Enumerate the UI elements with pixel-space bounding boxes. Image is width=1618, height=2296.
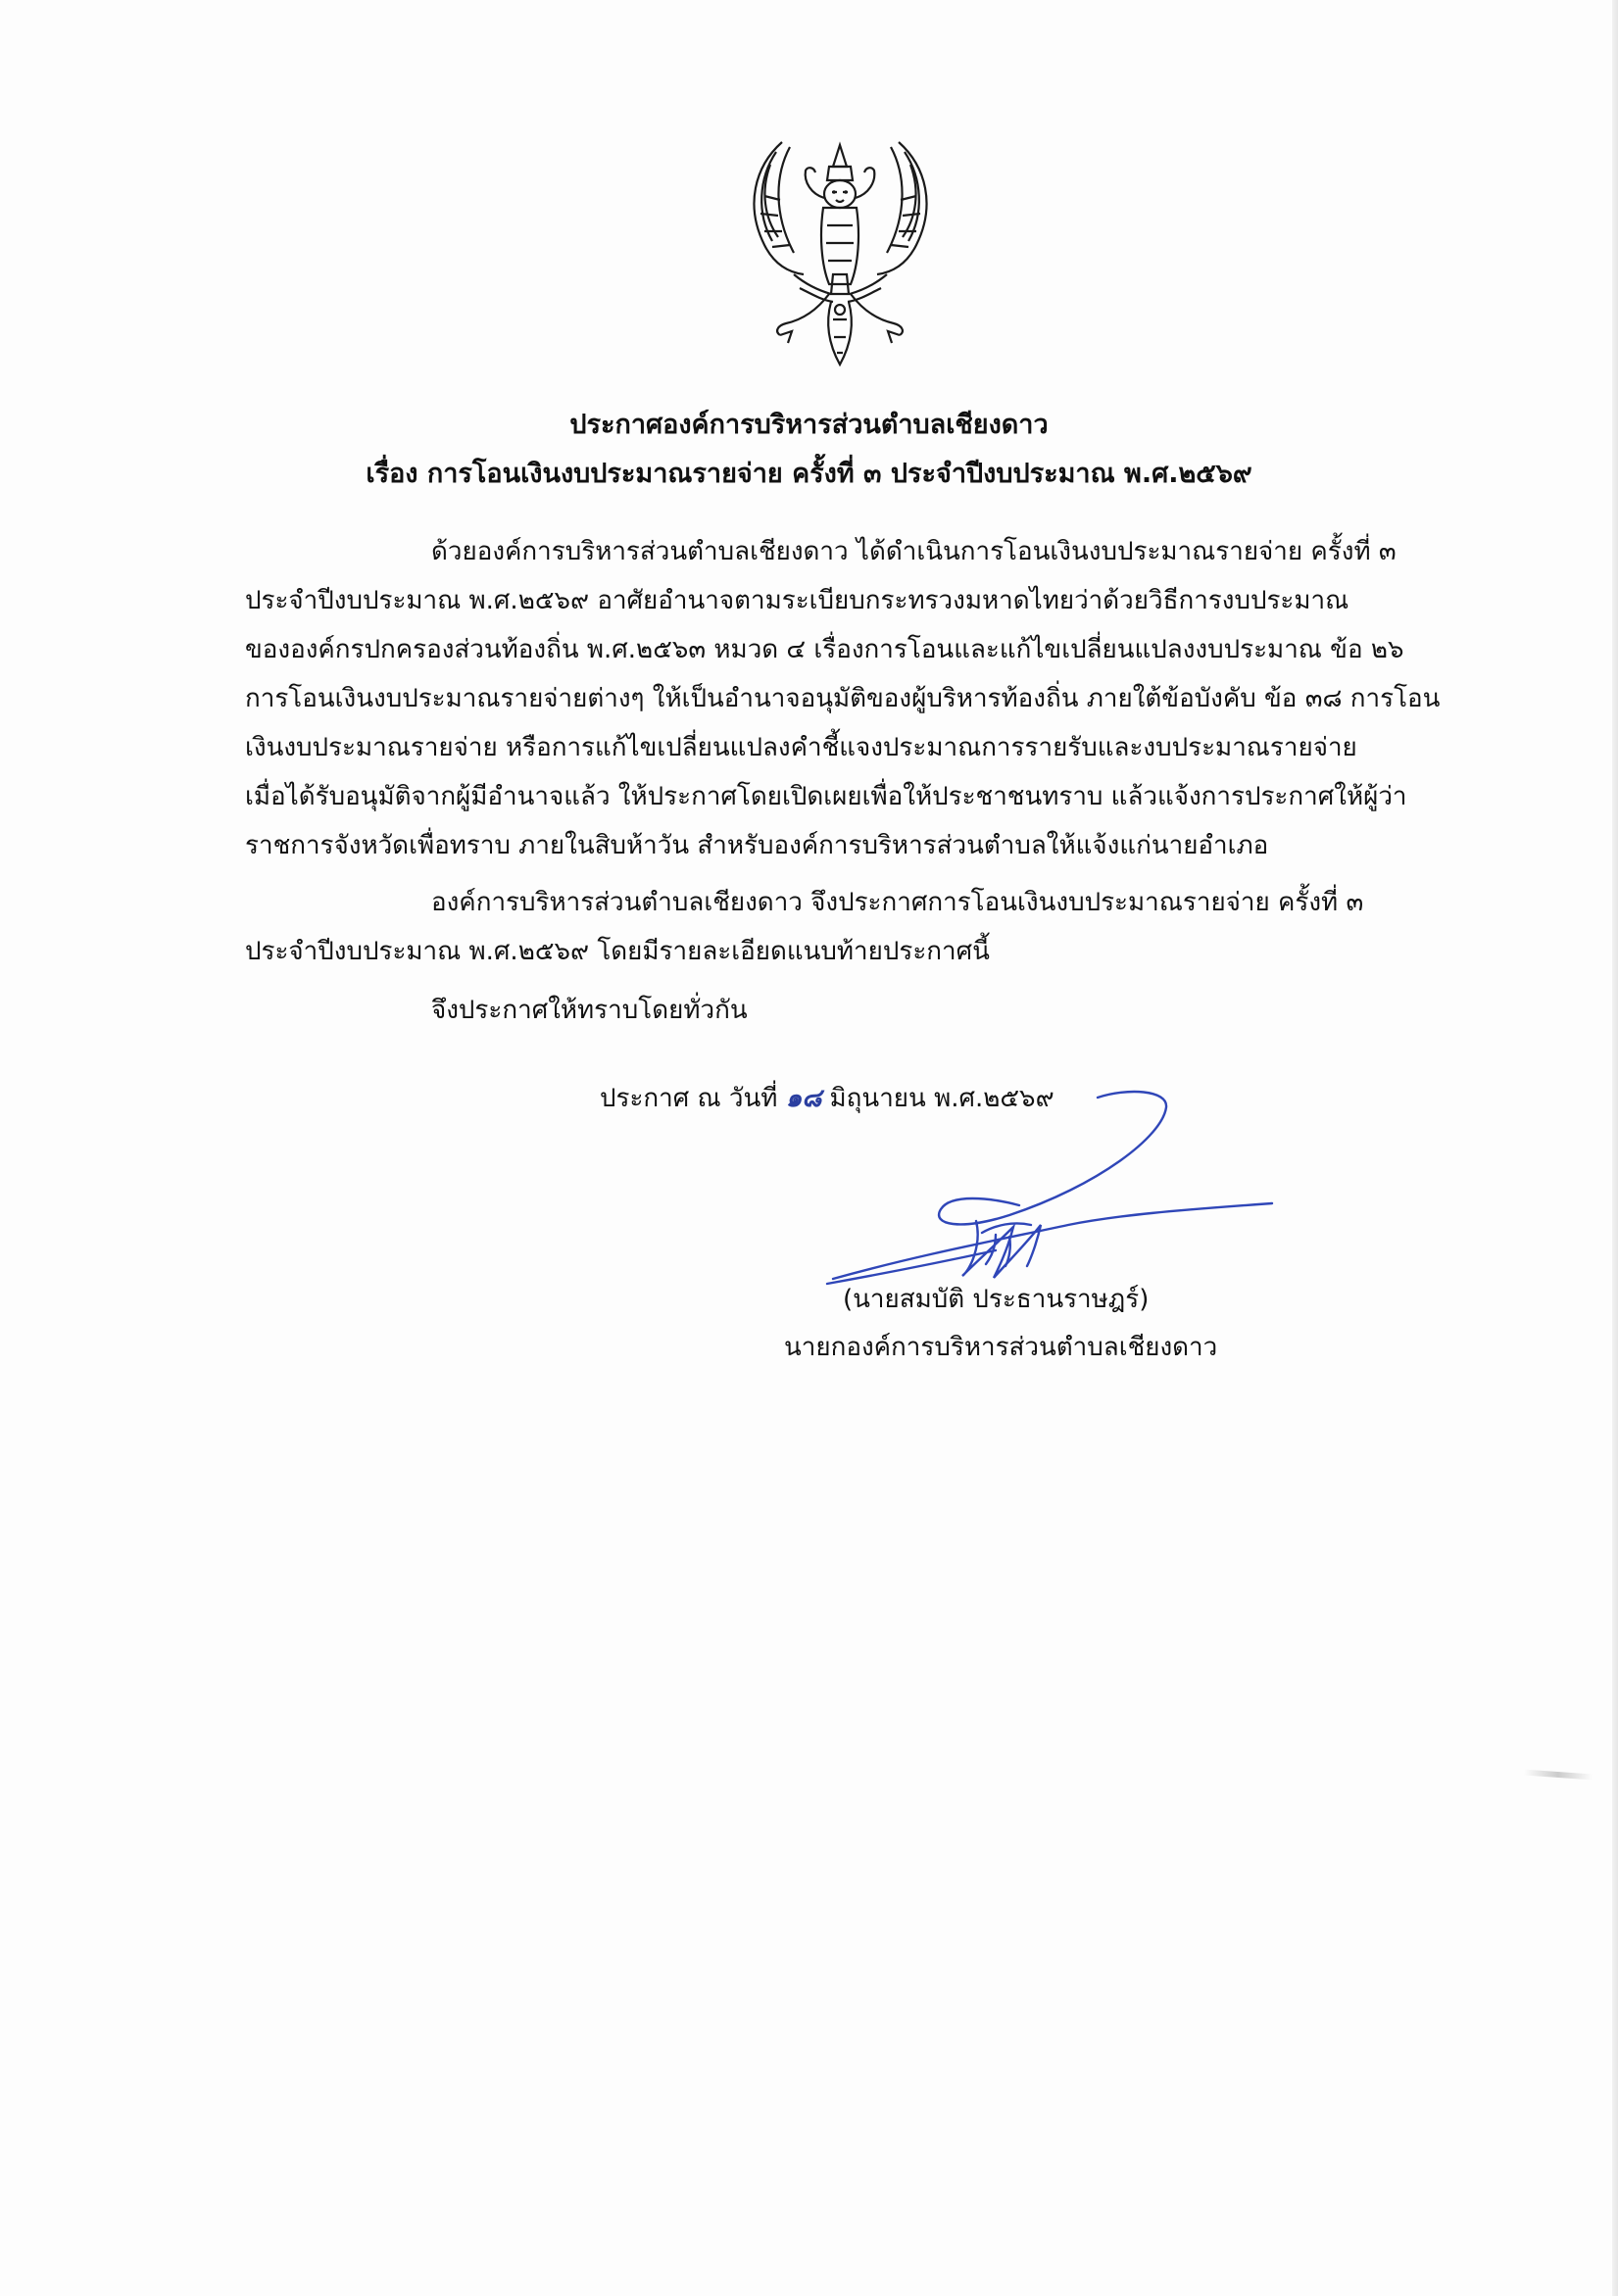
paragraph-1-line-7: ราชการจังหวัดเพื่อทราบ ภายในสิบห้าวัน สำหรับองค์การบริหารส่วนตำบลให้แจ้งแก่นายอำเภอ bbox=[245, 831, 1269, 860]
paragraph-1-line-6: เมื่อได้รับอนุมัติจากผู้มีอำนาจแล้ว ให้ประกาศโดยเปิดเผยเพื่อให้ประชาชนทราบ แล้วแจ้งการประกาศให้ผู้ว่า bbox=[245, 782, 1407, 811]
announcement-subject: เรื่อง การโอนเงินงบประมาณรายจ่าย ครั้งที่ ๓ ประจำปีงบประมาณ พ.ศ.๒๕๖๙ bbox=[366, 459, 1252, 489]
garuda-emblem-icon bbox=[735, 137, 946, 372]
announcement-title: ประกาศองค์การบริหารส่วนตำบลเชียงดาว bbox=[569, 410, 1049, 440]
paragraph-1-line-3: ขององค์กรปกครองส่วนท้องถิ่น พ.ศ.๒๕๖๓ หมวด ๔ เรื่องการโอนและแก้ไขเปลี่ยนแปลงงบประมาณ ข้อ ๒๖ bbox=[245, 635, 1404, 664]
date-day: ๑๘ bbox=[785, 1084, 822, 1113]
paragraph-2-line-1: องค์การบริหารส่วนตำบลเชียงดาว จึงประกาศการโอนเงินงบประมาณรายจ่าย ครั้งที่ ๓ bbox=[431, 888, 1364, 917]
handwritten-signature-icon bbox=[804, 1078, 1274, 1303]
paragraph-2-line-2: ประจำปีงบประมาณ พ.ศ.๒๕๖๙ โดยมีรายละเอียดแนบท้ายประกาศนี้ bbox=[245, 937, 990, 966]
page-edge-shadow bbox=[1612, 0, 1618, 2296]
closing-line: จึงประกาศให้ทราบโดยทั่วกัน bbox=[431, 996, 748, 1025]
date-month-year: มิถุนายน พ.ศ.๒๕๖๙ bbox=[829, 1084, 1054, 1113]
date-prefix: ประกาศ ณ วันที่ bbox=[600, 1084, 778, 1113]
paragraph-1-line-5: เงินงบประมาณรายจ่าย หรือการแก้ไขเปลี่ยนแปลงคำชี้แจงประมาณการรายรับและงบประมาณรายจ่าย bbox=[245, 733, 1357, 762]
paragraph-1-line-2: ประจำปีงบประมาณ พ.ศ.๒๕๖๙ อาศัยอำนาจตามระเบียบกระทรวงมหาดไทยว่าด้วยวิธีการงบประมาณ bbox=[245, 586, 1349, 615]
signer-title: นายกองค์การบริหารส่วนตำบลเชียงดาว bbox=[784, 1333, 1218, 1362]
paragraph-1-line-4: การโอนเงินงบประมาณรายจ่ายต่างๆ ให้เป็นอำนาจอนุมัติของผู้บริหารท้องถิ่น ภายใต้ข้อบังคับ ข้อ ๓๘ การโอน bbox=[245, 684, 1441, 713]
signer-name: (นายสมบัติ ประธานราษฎร์) bbox=[843, 1285, 1150, 1314]
scan-mark bbox=[1524, 1770, 1593, 1781]
paragraph-1-line-1: ด้วยองค์การบริหารส่วนตำบลเชียงดาว ได้ดำเนินการโอนเงินงบประมาณรายจ่าย ครั้งที่ ๓ bbox=[431, 537, 1397, 566]
